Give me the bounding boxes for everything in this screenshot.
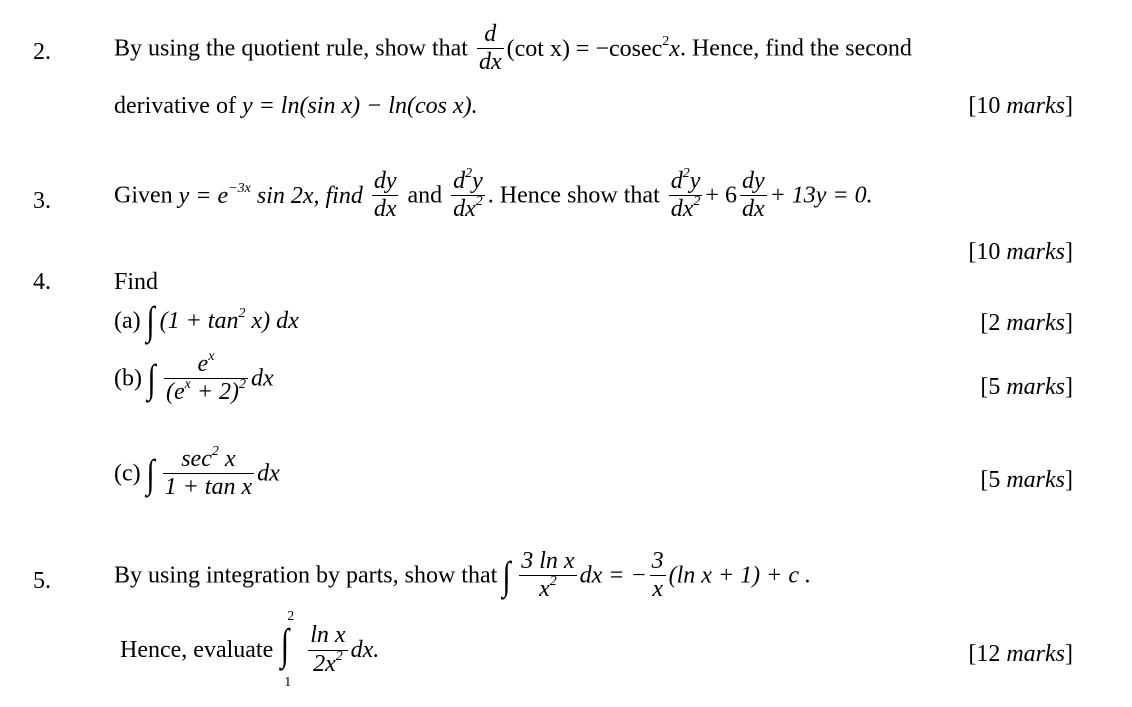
question-4c-fraction: $\frac{\sec^2 x}{\text{1 + tan x}}$: [164, 444, 253, 501]
question-3-number: 3.: [33, 188, 51, 214]
question-5-integrand-fraction: $\frac{\text{3 ln x}}{x^2}$: [521, 548, 575, 603]
question-4b-marks: [5 marks]: [980, 374, 1073, 400]
question-4b: [114, 349, 274, 406]
dy-dx-fraction-equation: $\frac{dy}{dx}$: [741, 168, 765, 223]
question-4b-fraction: $\frac{e^x}{(e^x + 2)^2}$: [165, 349, 247, 406]
question-3-hence: . Hence show that: [487, 182, 660, 209]
question-2-line-2: [114, 94, 478, 118]
d2y-dx2-fraction: $\frac{d^2y}{dx^2}$: [453, 166, 483, 223]
question-5-evaluate-fraction: $\frac{\text{ln x}}{2x^2}$: [310, 622, 346, 677]
question-2-line-1-tail: . Hence, find the second: [679, 35, 912, 62]
question-4-find: Find: [114, 269, 159, 295]
definite-integral-sign: ∫ 2 1: [281, 609, 295, 690]
question-4c-marks: [5 marks]: [980, 467, 1073, 493]
question-5-line-1: [114, 549, 811, 602]
question-3-equation-tail: + 13y = 0.: [769, 182, 873, 209]
integral-sign: ∫: [502, 552, 511, 598]
question-3-and: and: [407, 182, 443, 209]
question-5-intro: By using integration by parts, show that: [114, 562, 498, 589]
question-5-dx: dx.: [350, 637, 380, 663]
question-5-hence: Hence, evaluate: [120, 637, 274, 663]
cot-derivative-expression: (cot x) = −cosec$^2$x: [506, 33, 680, 62]
question-4c-label: (c): [114, 460, 141, 487]
question-5-marks: [12 marks]: [968, 641, 1073, 667]
integral-sign: ∫: [147, 355, 156, 401]
question-4c-dx: dx: [257, 460, 280, 487]
lower-limit: 1: [284, 675, 292, 690]
plus-six: + 6: [705, 182, 737, 209]
question-3-given: Given: [114, 182, 173, 209]
question-4c: [114, 444, 280, 501]
question-4a: [114, 298, 299, 343]
question-5-result-tail: (ln x + 1) + c .: [668, 562, 811, 589]
integral-sign: ∫: [146, 298, 155, 343]
question-5-line-2: [120, 609, 380, 690]
question-2-marks: [10 marks]: [968, 93, 1073, 119]
question-5-result-fraction: $\frac{3}{x}$: [651, 548, 664, 603]
question-4a-integrand: $(1 + \tan^2 x)$ dx: [159, 306, 299, 334]
question-4a-marks: [2 marks]: [980, 310, 1073, 336]
question-5-number: 5.: [33, 568, 51, 594]
integral-sign: ∫: [146, 450, 155, 496]
question-2-number: 2.: [33, 39, 51, 65]
d2y-dx2-fraction-equation: $\frac{d^2y}{dx^2}$: [670, 166, 701, 223]
question-4b-dx: dx: [251, 365, 274, 392]
question-4-number: 4.: [33, 269, 51, 295]
upper-limit: 2: [287, 609, 295, 624]
derivative-operator: $\frac{d}{dx}$: [478, 21, 502, 76]
question-2-derivative-of: derivative of: [114, 93, 236, 119]
question-2-intro: By using the quotient rule, show that: [114, 35, 468, 62]
question-2-line-1: [114, 22, 912, 75]
question-4b-label: (b): [114, 365, 142, 392]
question-3-line: [114, 166, 873, 223]
question-2-function: y = ln(sin x) − ln(cos x).: [241, 93, 478, 119]
question-3-function: $y = e^{-3x}$ sin 2x, find: [178, 180, 363, 209]
question-5-equals: dx = −: [579, 562, 647, 589]
question-3-marks: [10 marks]: [968, 239, 1073, 265]
question-4a-label: (a): [114, 308, 141, 334]
dy-dx-fraction: $\frac{dy}{dx}$: [373, 168, 397, 223]
